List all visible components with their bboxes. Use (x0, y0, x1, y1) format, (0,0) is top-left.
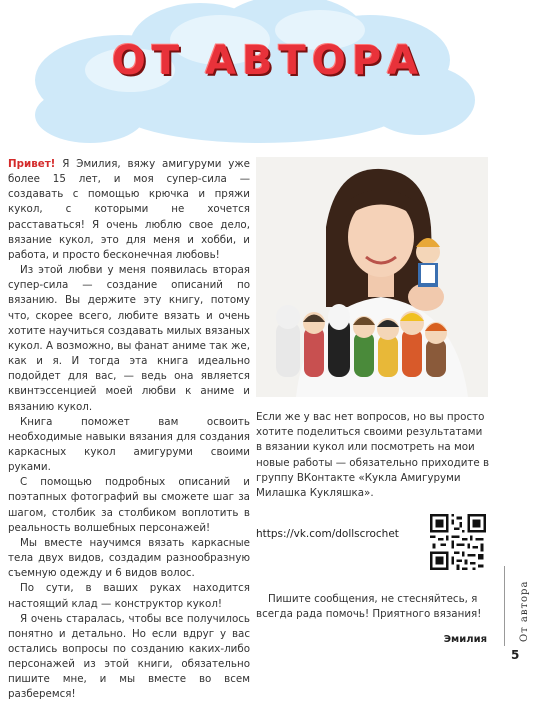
author-signature: Эмилия (443, 634, 487, 645)
paragraph-treasure: По сути, в ваших руках находится настоящий клад — конструктор кукол! (8, 582, 250, 610)
share-text-column (256, 410, 490, 501)
paragraph-second-superpower: Из этой любви у меня появилась вторая супер-сила — создание описаний по вязанию. Вы держите эту книгу, потому что, скорее всего, любите вязать и очень хотите научиться создавать милых вязаных кукол. А возможно, вы фанат аниме так же, как и я. И тогда эта книга идеально подойдет для вас, — ведь она является квинтэссенцией моей любви к аниме и вязанию кукол. (8, 264, 250, 413)
page-number: 5 (511, 648, 520, 662)
qr-code-icon[interactable] (430, 514, 486, 570)
intro-paragraph: Привет! Я Эмилия, вяжу амигуруми уже более 15 лет, и моя супер-сила — создавать с помощью крючка и пряжи кукол, с которыми не хочется расставаться! Я очень люблю свое дело, вязание кукол, это для меня и хобби, и работа, и просто бесконечная любовь! (8, 158, 250, 261)
paragraph-step-photos: С помощью подробных описаний и поэтапных фотографий вы сможете шаг за шагом, столбик за столбиком воплотить в реальность волшебных персонажей! (8, 476, 250, 534)
page-title: ОТ АВТОРА (111, 38, 425, 84)
paragraph-questions: Я очень старалась, чтобы все получилось понятно и детально. Но если вдруг у вас остались вопросы по созданию каких-либо персонажей из этой книги, обязательно пишите мне, и мы вместе во всем разберемся! (8, 612, 250, 701)
paragraph-bodies-clothes: Мы вместе научимся вязать каркасные тела двух видов, создадим разнообразную съемную одежду и 6 видов волос. (8, 536, 250, 580)
author-photo (256, 157, 488, 397)
section-label: От автора (519, 580, 530, 642)
intro-text-column (8, 157, 250, 703)
paragraph-book-purpose: Книга поможет вам освоить необходимые навыки вязания для создания каркасных кукол амигуруми своими руками. (8, 415, 250, 474)
closing-paragraph: Пишите сообщения, не стесняйтесь, я всегда рада помочь! Приятного вязания! (256, 593, 482, 620)
vk-group-link[interactable]: https://vk.com/dollscrochet (256, 528, 399, 540)
side-divider (504, 566, 505, 646)
share-paragraph: Если же у вас нет вопросов, но вы просто хотите поделиться своими результатами в вязании кукол или посмотреть на мои новые работы — обязательно приходите в группу ВКонтакте «Кукла Амигуруми Милашка Кукляшка». (256, 411, 490, 500)
closing-text (256, 592, 490, 622)
greeting: Привет! (8, 158, 56, 170)
